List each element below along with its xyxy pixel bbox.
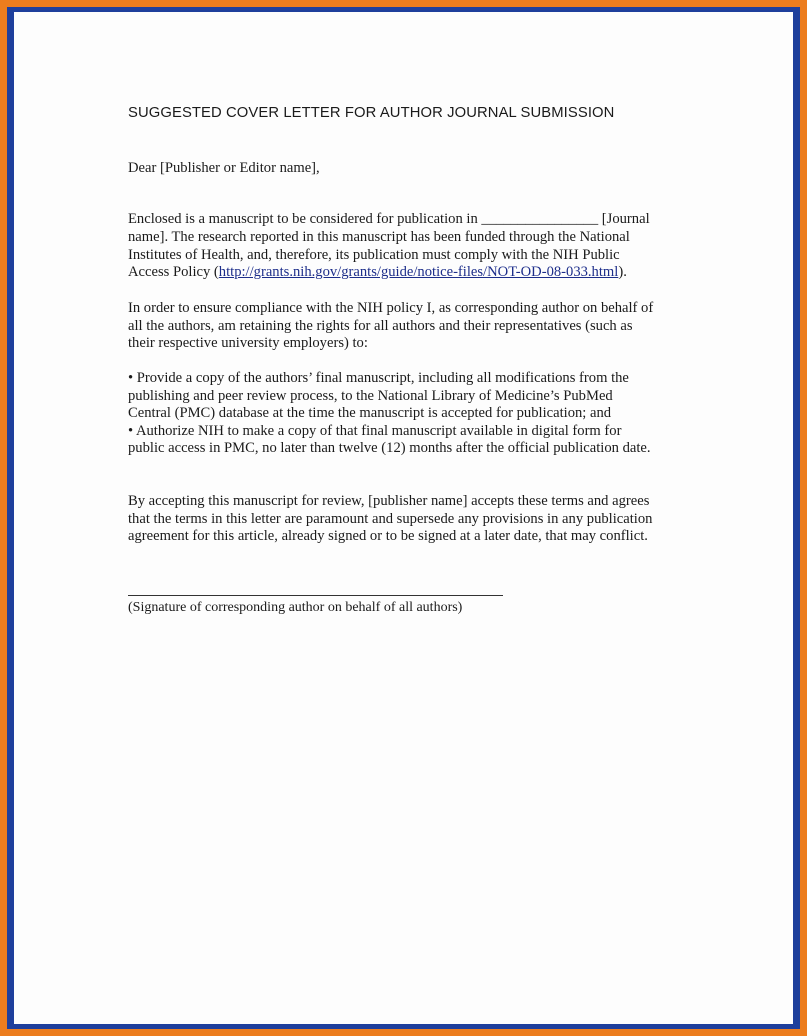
- signature-line: [128, 595, 503, 596]
- signature-caption: (Signature of corresponding author on behalf of all authors): [128, 600, 463, 615]
- paragraph-line: that the terms in this letter are paramount and supersede any provisions in any publication: [128, 511, 653, 527]
- paragraph-line: [128, 264, 627, 282]
- paragraph-text: ).: [618, 264, 627, 280]
- paragraph-text: Access Policy (: [128, 264, 219, 280]
- letter-heading: SUGGESTED COVER LETTER FOR AUTHOR JOURNAL SUBMISSION: [128, 105, 615, 121]
- list-item: publishing and peer review process, to the National Library of Medicine’s PubMed: [128, 388, 613, 404]
- salutation: Dear [Publisher or Editor name],: [128, 160, 320, 176]
- paragraph-line: Enclosed is a manuscript to be considered for publication in ________________ [Journal: [128, 211, 650, 227]
- paragraph-line: their respective university employers) to:: [128, 335, 368, 351]
- list-item: • Provide a copy of the authors’ final manuscript, including all modifications from the: [128, 370, 629, 386]
- paragraph-line: name]. The research reported in this manuscript has been funded through the National: [128, 229, 630, 245]
- nih-policy-link[interactable]: http://grants.nih.gov/grants/guide/notice-files/NOT-OD-08-033.html: [218, 264, 619, 280]
- paragraph-line: agreement for this article, already signed or to be signed at a later date, that may conflict.: [128, 528, 648, 544]
- list-item: • Authorize NIH to make a copy of that final manuscript available in digital form for: [128, 423, 622, 439]
- paragraph-line: By accepting this manuscript for review, [publisher name] accepts these terms and agrees: [128, 493, 650, 509]
- document-page: [14, 12, 793, 1024]
- paragraph-line: Institutes of Health, and, therefore, its publication must comply with the NIH Public: [128, 247, 620, 263]
- paragraph-line: all the authors, am retaining the rights for all authors and their representatives (such as: [128, 318, 633, 334]
- paragraph-line: In order to ensure compliance with the NIH policy I, as corresponding author on behalf of: [128, 300, 654, 316]
- list-item: public access in PMC, no later than twelve (12) months after the official publication date.: [128, 440, 651, 456]
- list-item: Central (PMC) database at the time the manuscript is accepted for publication; and: [128, 405, 612, 421]
